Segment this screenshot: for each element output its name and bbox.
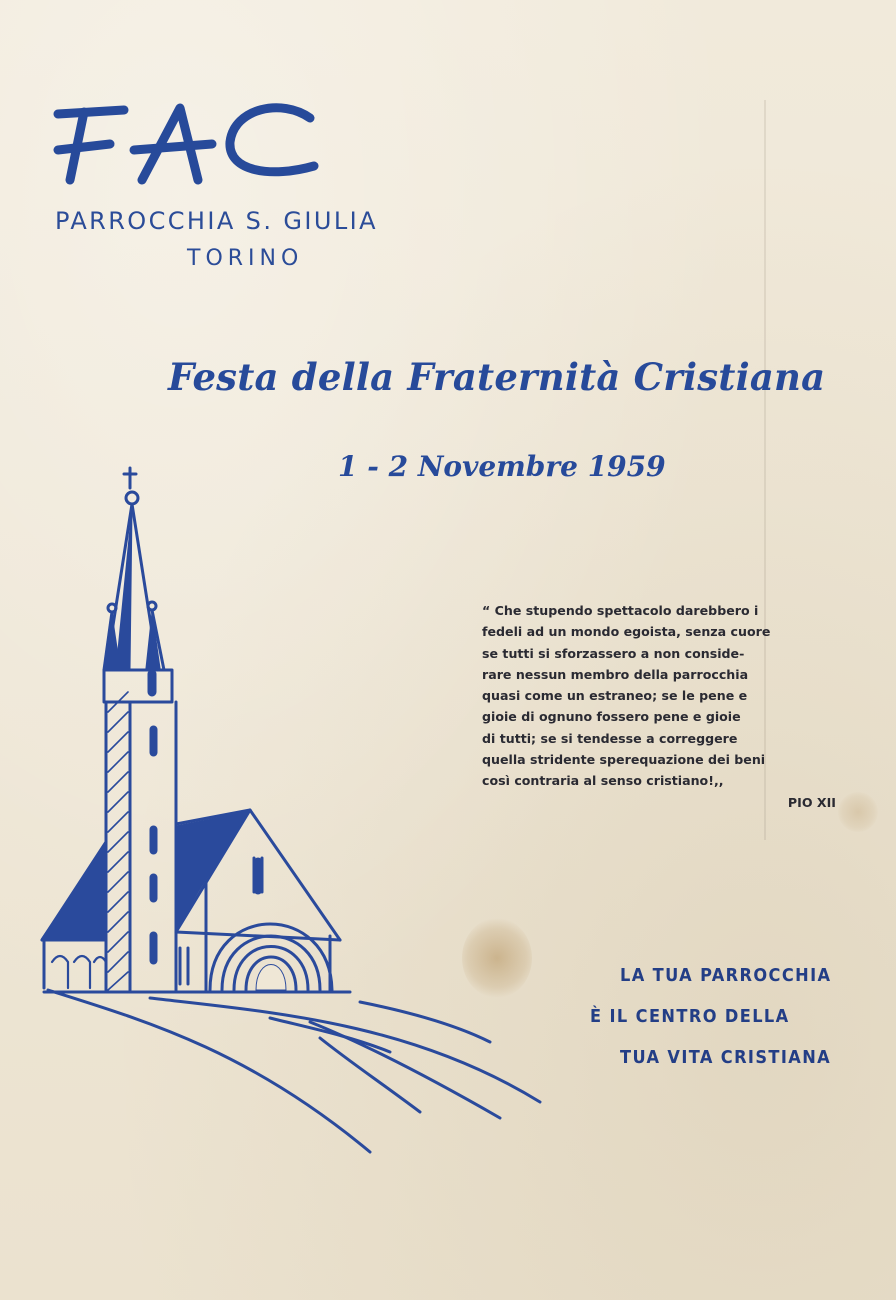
quote-line: fedeli ad un mondo egoista, senza cuore: [482, 624, 771, 640]
event-title: Festa della Fraternità Cristiana: [168, 355, 826, 399]
logo-text: FAC: [52, 92, 54, 93]
quote-line: quella stridente sperequazione dei beni: [482, 752, 766, 768]
paper-stain: [838, 792, 878, 832]
parish-name: PARROCCHIA S. GIULIA: [55, 207, 378, 235]
church-illustration: [30, 462, 560, 1162]
quote-block: [482, 600, 838, 813]
slogan-block: [590, 955, 840, 1078]
quote-line: gioie di ognuno fossero pene e gioie: [482, 709, 741, 725]
slogan-line: TUA VITA CRISTIANA: [620, 1047, 832, 1068]
quote-line: così contraria al senso cristiano!,,: [482, 773, 724, 789]
quote-line: “ Che stupendo spettacolo darebbero i: [482, 603, 759, 618]
event-date: 1 - 2 Novembre 1959: [338, 450, 666, 483]
quote-line: di tutti; se si tendesse a correggere: [482, 730, 738, 746]
fac-logo: [52, 92, 322, 192]
quote-line: rare nessun membro della parrocchia: [482, 666, 749, 682]
quote-line: se tutti si sforzassero a non conside-: [482, 645, 745, 661]
quote-line: quasi come un estraneo; se le pene e: [482, 688, 748, 704]
slogan-line: È IL CENTRO DELLA: [590, 1006, 790, 1027]
quote-author: PIO XII: [787, 794, 836, 810]
city-name: TORINO: [187, 246, 304, 271]
slogan-line: LA TUA PARROCCHIA: [620, 965, 832, 986]
